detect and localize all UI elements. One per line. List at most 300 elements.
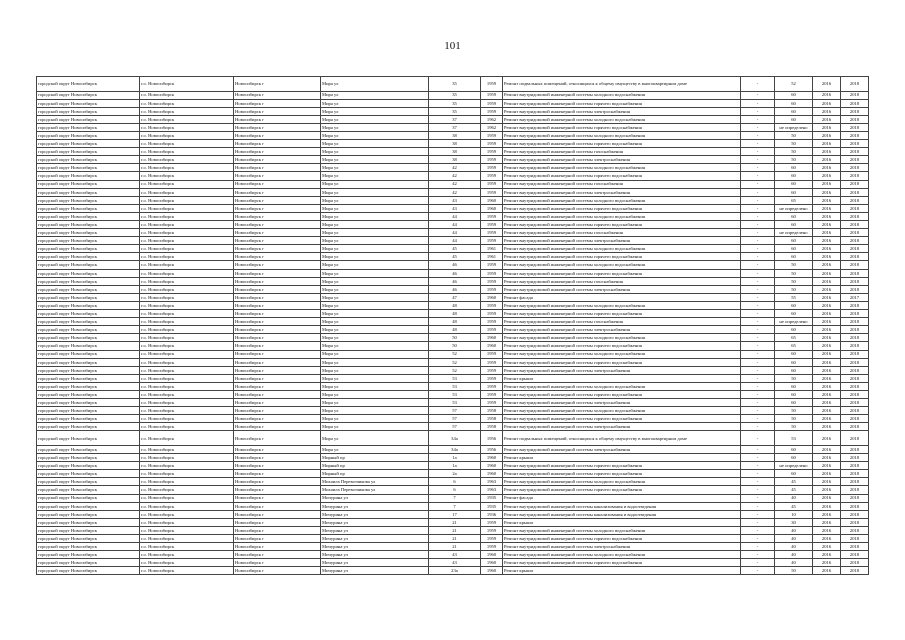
cell-wear: 60 xyxy=(775,366,813,374)
cell-wear: 50 xyxy=(775,285,813,293)
cell-wear: 60 xyxy=(775,326,813,334)
cell-dash: - xyxy=(741,407,775,415)
cell-city: Новосибирск г xyxy=(234,399,321,407)
cell-end-year: 2018 xyxy=(841,140,869,148)
cell-okrug: городской округ Новосибирск xyxy=(37,180,140,188)
cell-dash: - xyxy=(741,470,775,478)
cell-municipality: г.о. Новосибирск xyxy=(140,229,234,237)
cell-okrug: городской округ Новосибирск xyxy=(37,212,140,220)
cell-okrug: городской округ Новосибирск xyxy=(37,478,140,486)
cell-dash: - xyxy=(741,261,775,269)
table-row xyxy=(37,358,869,366)
cell-wear: 50 xyxy=(775,261,813,269)
cell-dash: - xyxy=(741,164,775,172)
table-row xyxy=(37,559,869,567)
cell-city: Новосибирск г xyxy=(234,261,321,269)
cell-street: Михаила Перевозчикова ул xyxy=(321,486,429,494)
cell-okrug: городской округ Новосибирск xyxy=(37,543,140,551)
cell-city: Новосибирск г xyxy=(234,518,321,526)
cell-end-year: 2018 xyxy=(841,567,869,575)
cell-dash: - xyxy=(741,342,775,350)
cell-okrug: городской округ Новосибирск xyxy=(37,445,140,453)
cell-end-year: 2018 xyxy=(841,237,869,245)
cell-wear: 60 xyxy=(775,237,813,245)
cell-municipality: г.о. Новосибирск xyxy=(140,318,234,326)
cell-work-type: Ремонт внутридомовой инженерной системы холодного водоснабжения xyxy=(503,526,741,534)
cell-okrug: городской округ Новосибирск xyxy=(37,366,140,374)
cell-dash: - xyxy=(741,526,775,534)
cell-municipality: г.о. Новосибирск xyxy=(140,285,234,293)
cell-wear: 60 xyxy=(775,358,813,366)
cell-dash: - xyxy=(741,445,775,453)
cell-start-year: 2016 xyxy=(813,188,841,196)
cell-end-year: 2018 xyxy=(841,196,869,204)
cell-work-type: Ремонт внутридомовой инженерной системы горячего водоснабжения xyxy=(503,462,741,470)
cell-okrug: городской округ Новосибирск xyxy=(37,423,140,431)
cell-street: Мира ул xyxy=(321,156,429,164)
cell-year: 1959 xyxy=(481,382,503,390)
cell-house: 2а xyxy=(429,470,481,478)
table-row xyxy=(37,366,869,374)
cell-okrug: городской округ Новосибирск xyxy=(37,285,140,293)
cell-work-type: Ремонт внутридомовой инженерной системы горячего водоснабжения xyxy=(503,470,741,478)
cell-end-year: 2018 xyxy=(841,123,869,131)
cell-work-type: Ремонт крыши xyxy=(503,374,741,382)
cell-city: Новосибирск г xyxy=(234,212,321,220)
cell-start-year: 2016 xyxy=(813,99,841,107)
cell-okrug: городской округ Новосибирск xyxy=(37,318,140,326)
table-row xyxy=(37,107,869,115)
cell-okrug: городской округ Новосибирск xyxy=(37,188,140,196)
cell-street: Мира ул xyxy=(321,229,429,237)
cell-end-year: 2018 xyxy=(841,253,869,261)
cell-dash: - xyxy=(741,366,775,374)
cell-start-year: 2016 xyxy=(813,423,841,431)
cell-year: 1959 xyxy=(481,156,503,164)
cell-year: 1959 xyxy=(481,301,503,309)
cell-city: Новосибирск г xyxy=(234,164,321,172)
table-row xyxy=(37,551,869,559)
cell-wear: 40 xyxy=(775,494,813,502)
cell-municipality: г.о. Новосибирск xyxy=(140,334,234,342)
cell-start-year: 2016 xyxy=(813,172,841,180)
cell-city: Новосибирск г xyxy=(234,99,321,107)
cell-street: Мира ул xyxy=(321,326,429,334)
cell-house: 37 xyxy=(429,115,481,123)
cell-wear: не определено xyxy=(775,462,813,470)
cell-wear: 50 xyxy=(775,423,813,431)
cell-city: Новосибирск г xyxy=(234,107,321,115)
cell-start-year: 2016 xyxy=(813,77,841,92)
cell-dash: - xyxy=(741,188,775,196)
cell-work-type: Ремонт внутридомовой инженерной системы электроснабжения xyxy=(503,326,741,334)
cell-street: Мира ул xyxy=(321,245,429,253)
cell-city: Новосибирск г xyxy=(234,534,321,542)
cell-start-year: 2016 xyxy=(813,261,841,269)
cell-street: Мира ул xyxy=(321,423,429,431)
cell-year: 1960 xyxy=(481,342,503,350)
table-row xyxy=(37,318,869,326)
cell-dash: - xyxy=(741,253,775,261)
cell-okrug: городской округ Новосибирск xyxy=(37,261,140,269)
cell-okrug: городской округ Новосибирск xyxy=(37,293,140,301)
cell-year: 1959 xyxy=(481,350,503,358)
cell-wear: 40 xyxy=(775,526,813,534)
cell-municipality: г.о. Новосибирск xyxy=(140,269,234,277)
cell-wear: 60 xyxy=(775,301,813,309)
cell-house: 35 xyxy=(429,91,481,99)
cell-municipality: г.о. Новосибирск xyxy=(140,543,234,551)
cell-wear: 60 xyxy=(775,245,813,253)
cell-okrug: городской округ Новосибирск xyxy=(37,350,140,358)
cell-house: 48 xyxy=(429,318,481,326)
cell-okrug: городской округ Новосибирск xyxy=(37,229,140,237)
cell-wear: 50 xyxy=(775,415,813,423)
cell-start-year: 2016 xyxy=(813,326,841,334)
table-row xyxy=(37,494,869,502)
cell-street: Мичурина ул xyxy=(321,559,429,567)
cell-end-year: 2018 xyxy=(841,221,869,229)
table-row xyxy=(37,212,869,220)
cell-wear: 60 xyxy=(775,180,813,188)
cell-end-year: 2018 xyxy=(841,131,869,139)
cell-wear: 60 xyxy=(775,454,813,462)
table-row xyxy=(37,229,869,237)
cell-street: Мира ул xyxy=(321,415,429,423)
cell-city: Новосибирск г xyxy=(234,390,321,398)
cell-dash: - xyxy=(741,269,775,277)
cell-wear: 10 xyxy=(775,510,813,518)
cell-year: 1959 xyxy=(481,107,503,115)
cell-okrug: городской округ Новосибирск xyxy=(37,164,140,172)
cell-end-year: 2018 xyxy=(841,551,869,559)
cell-house: 44 xyxy=(429,221,481,229)
cell-year: 1959 xyxy=(481,390,503,398)
cell-end-year: 2018 xyxy=(841,91,869,99)
cell-work-type: Ремонт внутридомовой инженерной системы горячего водоснабжения xyxy=(503,559,741,567)
cell-start-year: 2016 xyxy=(813,478,841,486)
cell-year: 1959 xyxy=(481,269,503,277)
cell-street: Мира ул xyxy=(321,115,429,123)
table-row xyxy=(37,518,869,526)
cell-municipality: г.о. Новосибирск xyxy=(140,374,234,382)
cell-wear: 60 xyxy=(775,445,813,453)
cell-work-type: Ремонт внутридомовой инженерной системы электроснабжения xyxy=(503,399,741,407)
cell-municipality: г.о. Новосибирск xyxy=(140,567,234,575)
cell-start-year: 2016 xyxy=(813,164,841,172)
cell-okrug: городской округ Новосибирск xyxy=(37,245,140,253)
cell-city: Новосибирск г xyxy=(234,423,321,431)
cell-year: 1959 xyxy=(481,374,503,382)
cell-start-year: 2016 xyxy=(813,310,841,318)
cell-municipality: г.о. Новосибирск xyxy=(140,156,234,164)
table-row xyxy=(37,486,869,494)
cell-wear: 65 xyxy=(775,334,813,342)
cell-dash: - xyxy=(741,390,775,398)
cell-year: 1960 xyxy=(481,470,503,478)
table-row xyxy=(37,310,869,318)
cell-street: Мира ул xyxy=(321,107,429,115)
table-row xyxy=(37,462,869,470)
cell-start-year: 2016 xyxy=(813,334,841,342)
cell-okrug: городской округ Новосибирск xyxy=(37,107,140,115)
cell-end-year: 2018 xyxy=(841,366,869,374)
cell-dash: - xyxy=(741,534,775,542)
cell-year: 1959 xyxy=(481,221,503,229)
cell-wear: 50 xyxy=(775,156,813,164)
cell-municipality: г.о. Новосибирск xyxy=(140,221,234,229)
cell-work-type: Ремонт внутридомовой инженерной системы газоснабжения xyxy=(503,180,741,188)
cell-end-year: 2018 xyxy=(841,358,869,366)
cell-street: Мичурина ул xyxy=(321,534,429,542)
cell-city: Новосибирск г xyxy=(234,445,321,453)
cell-start-year: 2016 xyxy=(813,510,841,518)
cell-okrug: городской округ Новосибирск xyxy=(37,140,140,148)
cell-street: Мичурина ул xyxy=(321,518,429,526)
cell-street: Мичурина ул xyxy=(321,502,429,510)
cell-house: 45 xyxy=(429,245,481,253)
cell-work-type: Ремонт подвальных помещений, относящихся к общему имуществу в многоквартирном доме xyxy=(503,77,741,92)
table-row xyxy=(37,567,869,575)
cell-house: 35 xyxy=(429,107,481,115)
cell-end-year: 2018 xyxy=(841,245,869,253)
cell-street: Мичурина ул xyxy=(321,526,429,534)
cell-year: 1960 xyxy=(481,293,503,301)
cell-house: 53 xyxy=(429,390,481,398)
cell-street: Мира ул xyxy=(321,445,429,453)
cell-work-type: Ремонт внутридомовой инженерной системы холодного водоснабжения xyxy=(503,245,741,253)
cell-okrug: городской округ Новосибирск xyxy=(37,407,140,415)
cell-street: Мира ул xyxy=(321,358,429,366)
cell-city: Новосибирск г xyxy=(234,502,321,510)
cell-city: Новосибирск г xyxy=(234,431,321,446)
cell-work-type: Ремонт внутридомовой инженерной системы горячего водоснабжения xyxy=(503,172,741,180)
cell-city: Новосибирск г xyxy=(234,172,321,180)
cell-okrug: городской округ Новосибирск xyxy=(37,534,140,542)
cell-city: Новосибирск г xyxy=(234,180,321,188)
cell-okrug: городской округ Новосибирск xyxy=(37,462,140,470)
cell-okrug: городской округ Новосибирск xyxy=(37,526,140,534)
cell-work-type: Ремонт внутридомовой инженерной системы канализования и водоотведения xyxy=(503,502,741,510)
cell-end-year: 2018 xyxy=(841,518,869,526)
cell-start-year: 2016 xyxy=(813,204,841,212)
cell-start-year: 2016 xyxy=(813,350,841,358)
cell-dash: - xyxy=(741,350,775,358)
cell-end-year: 2018 xyxy=(841,454,869,462)
cell-start-year: 2016 xyxy=(813,374,841,382)
cell-municipality: г.о. Новосибирск xyxy=(140,301,234,309)
cell-work-type: Ремонт внутридомовой инженерной системы горячего водоснабжения xyxy=(503,123,741,131)
cell-start-year: 2016 xyxy=(813,115,841,123)
cell-dash: - xyxy=(741,486,775,494)
cell-start-year: 2016 xyxy=(813,229,841,237)
cell-year: 1959 xyxy=(481,326,503,334)
cell-end-year: 2018 xyxy=(841,212,869,220)
cell-wear: 40 xyxy=(775,551,813,559)
cell-year: 1959 xyxy=(481,229,503,237)
cell-municipality: г.о. Новосибирск xyxy=(140,148,234,156)
cell-house: 43 xyxy=(429,204,481,212)
cell-street: Мира ул xyxy=(321,77,429,92)
cell-municipality: г.о. Новосибирск xyxy=(140,326,234,334)
cell-street: Мира ул xyxy=(321,212,429,220)
cell-year: 1960 xyxy=(481,551,503,559)
cell-okrug: городской округ Новосибирск xyxy=(37,518,140,526)
table-row xyxy=(37,543,869,551)
table-row xyxy=(37,326,869,334)
cell-okrug: городской округ Новосибирск xyxy=(37,567,140,575)
cell-work-type: Ремонт внутридомовой инженерной системы холодного водоснабжения xyxy=(503,212,741,220)
cell-street: Мира ул xyxy=(321,334,429,342)
cell-year: 1959 xyxy=(481,131,503,139)
cell-dash: - xyxy=(741,196,775,204)
cell-house: 34а xyxy=(429,445,481,453)
cell-okrug: городской округ Новосибирск xyxy=(37,196,140,204)
cell-city: Новосибирск г xyxy=(234,123,321,131)
cell-year: 1963 xyxy=(481,486,503,494)
cell-year: 1959 xyxy=(481,164,503,172)
cell-wear: 50 xyxy=(775,140,813,148)
cell-municipality: г.о. Новосибирск xyxy=(140,131,234,139)
cell-end-year: 2018 xyxy=(841,172,869,180)
cell-okrug: городской округ Новосибирск xyxy=(37,494,140,502)
cell-city: Новосибирск г xyxy=(234,486,321,494)
cell-wear: 60 xyxy=(775,99,813,107)
cell-okrug: городской округ Новосибирск xyxy=(37,470,140,478)
table-row xyxy=(37,390,869,398)
cell-work-type: Ремонт внутридомовой инженерной системы холодного водоснабжения xyxy=(503,115,741,123)
cell-okrug: городской округ Новосибирск xyxy=(37,237,140,245)
cell-wear: 53 xyxy=(775,431,813,446)
cell-okrug: городской округ Новосибирск xyxy=(37,91,140,99)
cell-dash: - xyxy=(741,518,775,526)
cell-wear: 40 xyxy=(775,534,813,542)
cell-start-year: 2016 xyxy=(813,462,841,470)
cell-street: Мичурина ул xyxy=(321,510,429,518)
cell-city: Новосибирск г xyxy=(234,293,321,301)
cell-street: Мира ул xyxy=(321,261,429,269)
cell-end-year: 2018 xyxy=(841,277,869,285)
cell-house: 6 xyxy=(429,486,481,494)
cell-street: Михаила Перевозчикова ул xyxy=(321,478,429,486)
cell-year: 1959 xyxy=(481,140,503,148)
cell-start-year: 2016 xyxy=(813,382,841,390)
table-row xyxy=(37,221,869,229)
cell-start-year: 2016 xyxy=(813,148,841,156)
cell-dash: - xyxy=(741,382,775,390)
cell-dash: - xyxy=(741,567,775,575)
cell-dash: - xyxy=(741,431,775,446)
cell-work-type: Ремонт внутридомовой инженерной системы холодного водоснабжения xyxy=(503,131,741,139)
cell-municipality: г.о. Новосибирск xyxy=(140,423,234,431)
cell-start-year: 2016 xyxy=(813,534,841,542)
table-row xyxy=(37,285,869,293)
page-number: 101 xyxy=(444,40,461,52)
cell-wear: 40 xyxy=(775,559,813,567)
cell-street: Мира ул xyxy=(321,390,429,398)
cell-end-year: 2018 xyxy=(841,334,869,342)
cell-street: Мира ул xyxy=(321,374,429,382)
cell-city: Новосибирск г xyxy=(234,567,321,575)
cell-start-year: 2016 xyxy=(813,131,841,139)
table-row xyxy=(37,261,869,269)
cell-house: 53 xyxy=(429,374,481,382)
cell-work-type: Ремонт внутридомовой инженерной системы горячего водоснабжения xyxy=(503,358,741,366)
cell-municipality: г.о. Новосибирск xyxy=(140,293,234,301)
cell-year: 1959 xyxy=(481,91,503,99)
cell-dash: - xyxy=(741,229,775,237)
cell-wear: не определено xyxy=(775,229,813,237)
cell-wear: не определено xyxy=(775,204,813,212)
cell-start-year: 2016 xyxy=(813,407,841,415)
table-row xyxy=(37,470,869,478)
cell-street: Мичурина ул xyxy=(321,494,429,502)
cell-house: 46 xyxy=(429,285,481,293)
cell-work-type: Ремонт внутридомовой инженерной системы электроснабжения xyxy=(503,285,741,293)
cell-end-year: 2018 xyxy=(841,285,869,293)
cell-year: 1960 xyxy=(481,462,503,470)
cell-municipality: г.о. Новосибирск xyxy=(140,277,234,285)
cell-city: Новосибирск г xyxy=(234,551,321,559)
cell-start-year: 2016 xyxy=(813,502,841,510)
cell-street: Мира ул xyxy=(321,148,429,156)
cell-city: Новосибирск г xyxy=(234,366,321,374)
table-row xyxy=(37,269,869,277)
cell-wear: 60 xyxy=(775,382,813,390)
cell-city: Новосибирск г xyxy=(234,188,321,196)
cell-wear: 60 xyxy=(775,172,813,180)
cell-dash: - xyxy=(741,221,775,229)
cell-year: 1959 xyxy=(481,77,503,92)
cell-okrug: городской округ Новосибирск xyxy=(37,326,140,334)
cell-house: 34а xyxy=(429,431,481,446)
table-row xyxy=(37,77,869,92)
cell-work-type: Ремонт внутридомовой инженерной системы холодного водоснабжения xyxy=(503,382,741,390)
cell-end-year: 2018 xyxy=(841,204,869,212)
cell-work-type: Ремонт внутридомовой инженерной системы газоснабжения xyxy=(503,277,741,285)
cell-municipality: г.о. Новосибирск xyxy=(140,407,234,415)
cell-year: 1958 xyxy=(481,407,503,415)
cell-street: Мира ул xyxy=(321,172,429,180)
cell-year: 1958 xyxy=(481,423,503,431)
cell-house: 57 xyxy=(429,415,481,423)
cell-wear: не определено xyxy=(775,123,813,131)
cell-wear: 50 xyxy=(775,277,813,285)
cell-wear: 50 xyxy=(775,407,813,415)
cell-wear: 60 xyxy=(775,253,813,261)
table-row xyxy=(37,99,869,107)
cell-start-year: 2016 xyxy=(813,445,841,453)
cell-start-year: 2016 xyxy=(813,196,841,204)
cell-dash: - xyxy=(741,358,775,366)
cell-house: 46 xyxy=(429,277,481,285)
cell-city: Новосибирск г xyxy=(234,229,321,237)
cell-dash: - xyxy=(741,326,775,334)
cell-work-type: Ремонт подвальных помещений, относящихся к общему имуществу в многоквартирном доме xyxy=(503,431,741,446)
cell-street: Мира ул xyxy=(321,91,429,99)
cell-street: Мира ул xyxy=(321,277,429,285)
cell-work-type: Ремонт внутридомовой инженерной системы электроснабжения xyxy=(503,107,741,115)
cell-house: 23а xyxy=(429,567,481,575)
cell-city: Новосибирск г xyxy=(234,156,321,164)
cell-okrug: городской округ Новосибирск xyxy=(37,310,140,318)
cell-dash: - xyxy=(741,172,775,180)
cell-street: Мира ул xyxy=(321,99,429,107)
cell-work-type: Ремонт внутридомовой инженерной системы горячего водоснабжения xyxy=(503,415,741,423)
cell-house: 37 xyxy=(429,123,481,131)
cell-street: Мичурина ул xyxy=(321,543,429,551)
cell-work-type: Ремонт внутридомовой инженерной системы горячего водоснабжения xyxy=(503,204,741,212)
